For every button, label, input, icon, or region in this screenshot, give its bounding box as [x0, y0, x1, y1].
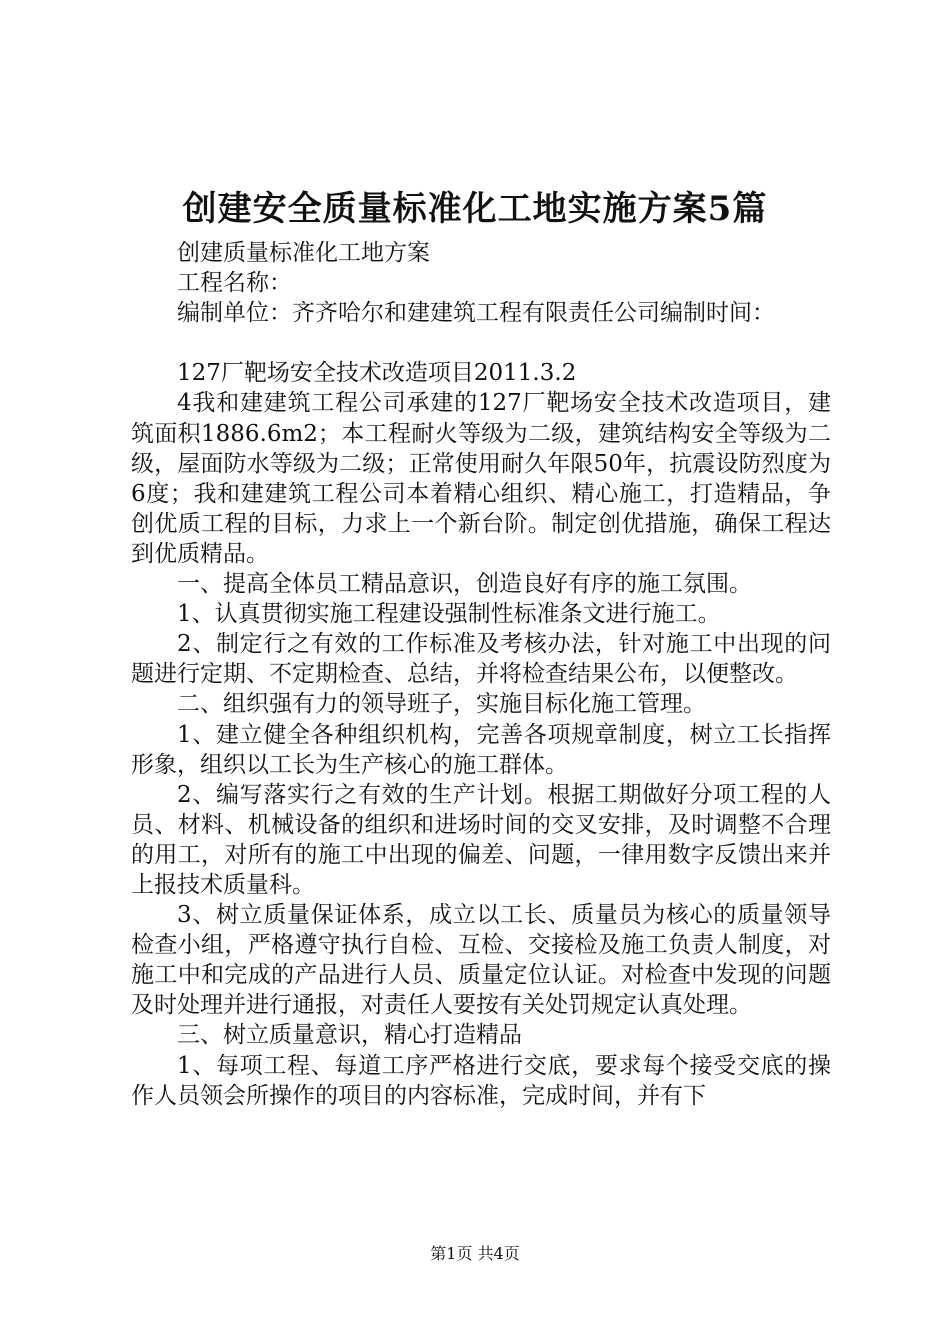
- paragraph-section-2: 二、组织强有力的领导班子，实施目标化施工管理。: [177, 691, 706, 718]
- paragraph-project-date: 127厂靶场安全技术改造项目2011.3.2: [177, 360, 577, 387]
- paragraph-item-2-1: 1、建立健全各种组织机构，完善各项规章制度，树立工长指挥形象，组织以工长为生产核心的施工群体。: [131, 721, 831, 778]
- paragraph-overview: 4我和建建筑工程公司承建的127厂靶场安全技术改造项目，建筑面积1886.6m2；本工程耐火等级为二级，建筑结构安全等级为二级，屋面防水等级为二级；正常使用耐久年限50年，抗震设防烈度为6度；我和建建筑工程公司本着精心组织、精心施工，打造精品，争创优质工程的目标，力求上一个新台阶。制定创优措施，确保工程达到优质精品。: [131, 390, 831, 567]
- paragraph-item-2-3: 3、树立质量保证体系，成立以工长、质量员为核心的质量领导检查小组，严格遵守执行自检、互检、交接检及施工负责人制度，对施工中和完成的产品进行人员、质量定位认证。对检查中发现的问题及时处理并进行通报，对责任人要按有关处罚规定认真处理。: [131, 902, 831, 1019]
- paragraph-item-1-2: 2、制定行之有效的工作标准及考核办法，针对施工中出现的问题进行定期、不定期检查、总结，并将检查结果公布，以便整改。: [131, 631, 831, 688]
- paragraph-project-name: 工程名称：: [177, 270, 292, 297]
- paragraph-item-3-1: 1、每项工程、每道工序严格进行交底，要求每个接受交底的操作人员领会所操作的项目的内容标准，完成时间，并有下: [131, 1052, 831, 1109]
- document-body: [131, 238, 831, 1111]
- paragraph-item-2-2: 2、编写落实行之有效的生产计划。根据工期做好分项工程的人员、材料、机械设备的组织和进场时间的交叉安排，及时调整不合理的用工，对所有的施工中出现的偏差、问题，一律用数字反馈出来并上报技术质量科。: [131, 781, 831, 898]
- paragraph-section-1: 一、提高全体员工精品意识，创造良好有序的施工氛围。: [177, 571, 752, 598]
- document-title: 创建安全质量标准化工地实施方案5篇: [182, 189, 768, 229]
- page-number: 第1页 共4页: [430, 1244, 520, 1263]
- paragraph-item-1-1: 1、认真贯彻实施工程建设强制性标准条文进行施工。: [177, 601, 721, 628]
- paragraph-compiler: 编制单位：齐齐哈尔和建建筑工程有限责任公司编制时间：: [177, 300, 775, 327]
- paragraph-section-3: 三、树立质量意识，精心打造精品: [177, 1022, 522, 1049]
- paragraph-blank: [131, 328, 831, 358]
- paragraph-subtitle: 创建质量标准化工地方案: [177, 240, 430, 266]
